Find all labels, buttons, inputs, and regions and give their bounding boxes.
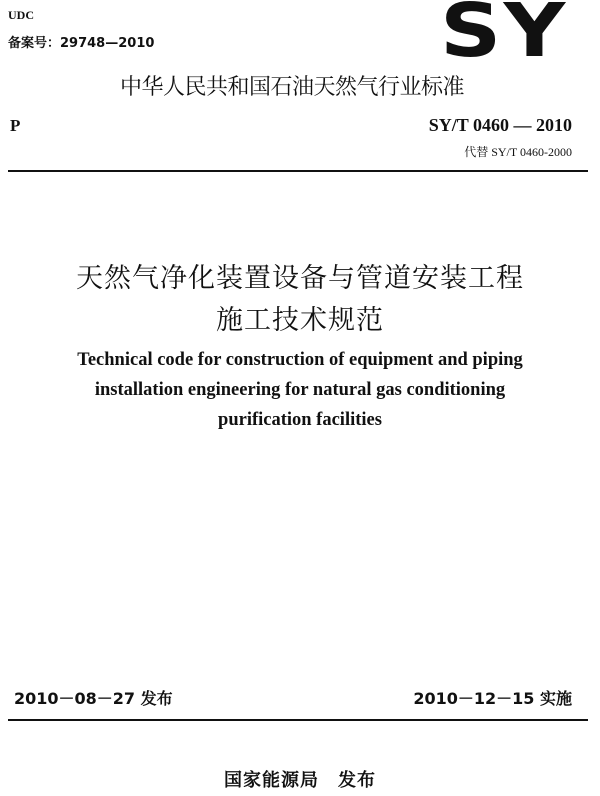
classification-code: P [10,116,21,135]
english-title-line-1: Technical code for construction of equipment and piping [77,350,523,370]
chinese-title-line-1: 天然气净化装置设备与管道安装工程 [76,263,524,294]
chinese-title-line-2: 施工技术规范 [216,305,384,336]
english-title-line-2: installation engineering for natural gas conditioning [94,380,506,400]
record-number: 备案号：29748—2010 [8,36,155,51]
udc-label: UDC [8,8,34,22]
sy-logo: SY [440,0,568,74]
implementation-date: 2010－12－15 实施 [413,689,572,708]
header-divider [8,170,588,172]
replaces-standard: 代替 SY/T 0460-2000 [464,145,572,159]
issue-date: 2010－08－27 发布 [14,689,173,708]
publisher: 国家能源局 发布 [224,770,376,791]
industry-standard-title: 中华人民共和国石油天然气行业标准 [120,75,465,100]
english-title-line-3: purification facilities [218,410,382,430]
footer-divider [8,719,588,721]
standard-number: SY/T 0460 — 2010 [428,115,572,135]
